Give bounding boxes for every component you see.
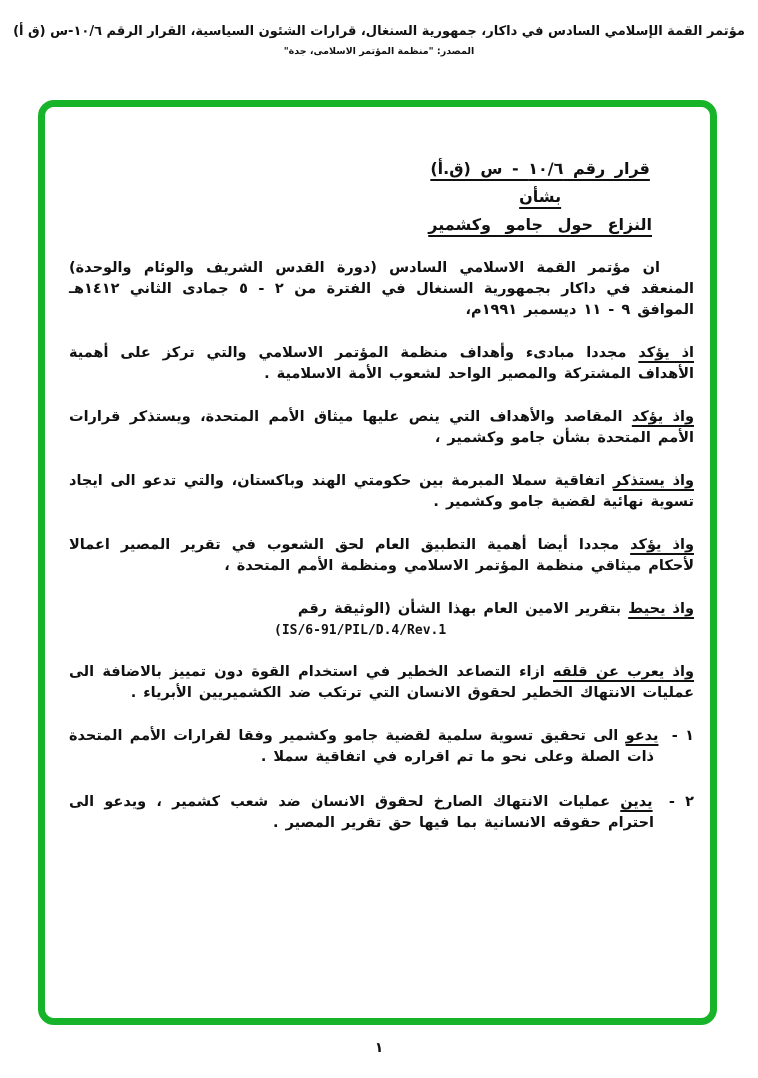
resolution-title [428,159,652,234]
preamble-paragraph [69,343,694,385]
preamble-paragraph [69,407,694,449]
paragraph-text: مجددا مبادىء وأهداف منظمة المؤتمر الاسلامي والتي تركز على أهمية الأهداف المشتركة والمصير الواحد لشعوب الأمة الاسلامية . [69,345,694,382]
resolution-subject: النزاع حول جامو وكشمير [428,215,652,234]
item-number: ٢ - [658,794,694,810]
paragraph-text: مجددا أيضا أهمية التطبيق العام لحق الشعوب في تقرير المصير اعمالا لأحكام ميثاقي منظمة المؤتمر الاسلامي ومنظمة الأمم المتحدة ، [69,537,694,574]
operative-item [69,726,694,768]
paragraph-text: ان مؤتمر القمة الاسلامي السادس (دورة القدس الشريف والوئام والوحدة) المنعقد في داكار بجمهورية السنغال في الفترة من ٢ - ٥ جمادى الثاني ١٤١٢هـ الموافق ٩ - ١١ ديسمبر ١٩٩١م، [69,260,694,318]
paragraph-text: اتفاقية سملا المبرمة بين حكومتي الهند وباكستان، والتي تدعو الى ايجاد تسوية نهائية لقضية جامو وكشمير . [69,473,694,510]
paragraph-lead: واذ يؤكد [631,409,694,425]
preamble-paragraph [69,599,694,640]
paragraph-lead: واذ يحيط [628,601,694,617]
paragraph-lead: اذ يؤكد [638,345,694,361]
paragraph-lead: واذ يؤكد [630,537,694,553]
item-text: عمليات الانتهاك الصارخ لحقوق الانسان ضد شعب كشمير ، ويدعو الى احترام حقوقه الانسانية بما فيها حق تقرير المصير . [69,794,654,831]
citation-title: مؤتمر القمة الإسلامي السادس في داكار، جمهورية السنغال، قرارات الشئون السياسية، القرار الرقم ١٠/٦-س (ق أ) [13,24,745,39]
preamble-paragraph [69,471,694,513]
paragraph-lead: واذ يعرب عن قلقه [553,664,694,680]
preamble-paragraph [69,535,694,577]
paragraph-text: بتقرير الامين العام بهذا الشأن (الوثيقة رقم [297,601,629,617]
item-lead: يدعو [625,728,659,744]
item-number: ١ - [664,728,694,744]
preamble-paragraph [69,662,694,704]
citation-header [0,24,758,57]
document-frame [38,100,717,1025]
item-text: الى تحقيق تسوية سلمية لقضية جامو وكشمير وفقا لقرارات الأمم المتحدة ذات الصلة وعلى نحو ما تم اقراره في اتفاقية سملا . [69,728,654,765]
paragraph-text: المقاصد والأهداف التي ينص عليها ميثاق الأمم المتحدة، ويستذكر قرارات الأمم المتحدة بشأن جامو وكشمير ، [69,409,694,446]
resolution-number: قرار رقم ١٠/٦ - س (ق.أ) [430,159,650,178]
document-reference: (IS/6-91/PIL/D.4/Rev.1 [274,623,447,638]
operative-item [69,792,694,834]
paragraph-lead: واذ يستذكر [612,473,694,489]
citation-source: المصدر: "منظمة المؤتمر الاسلامى، جدة" [283,46,475,57]
operative-section [69,726,694,834]
preamble-section [69,258,694,704]
preamble-paragraph [69,258,694,321]
paragraph-text: ازاء التصاعد الخطير في استخدام القوة دون تمييز بالاضافة الى عمليات الانتهاك الخطير لحقوق الانسان التي ترتكب ضد الكشميريين الأبرياء . [69,664,694,701]
resolution-regarding: بشأن [519,187,562,206]
document-page [45,107,710,1018]
item-lead: يدين [620,794,653,810]
page-number: ١ [374,1040,384,1056]
